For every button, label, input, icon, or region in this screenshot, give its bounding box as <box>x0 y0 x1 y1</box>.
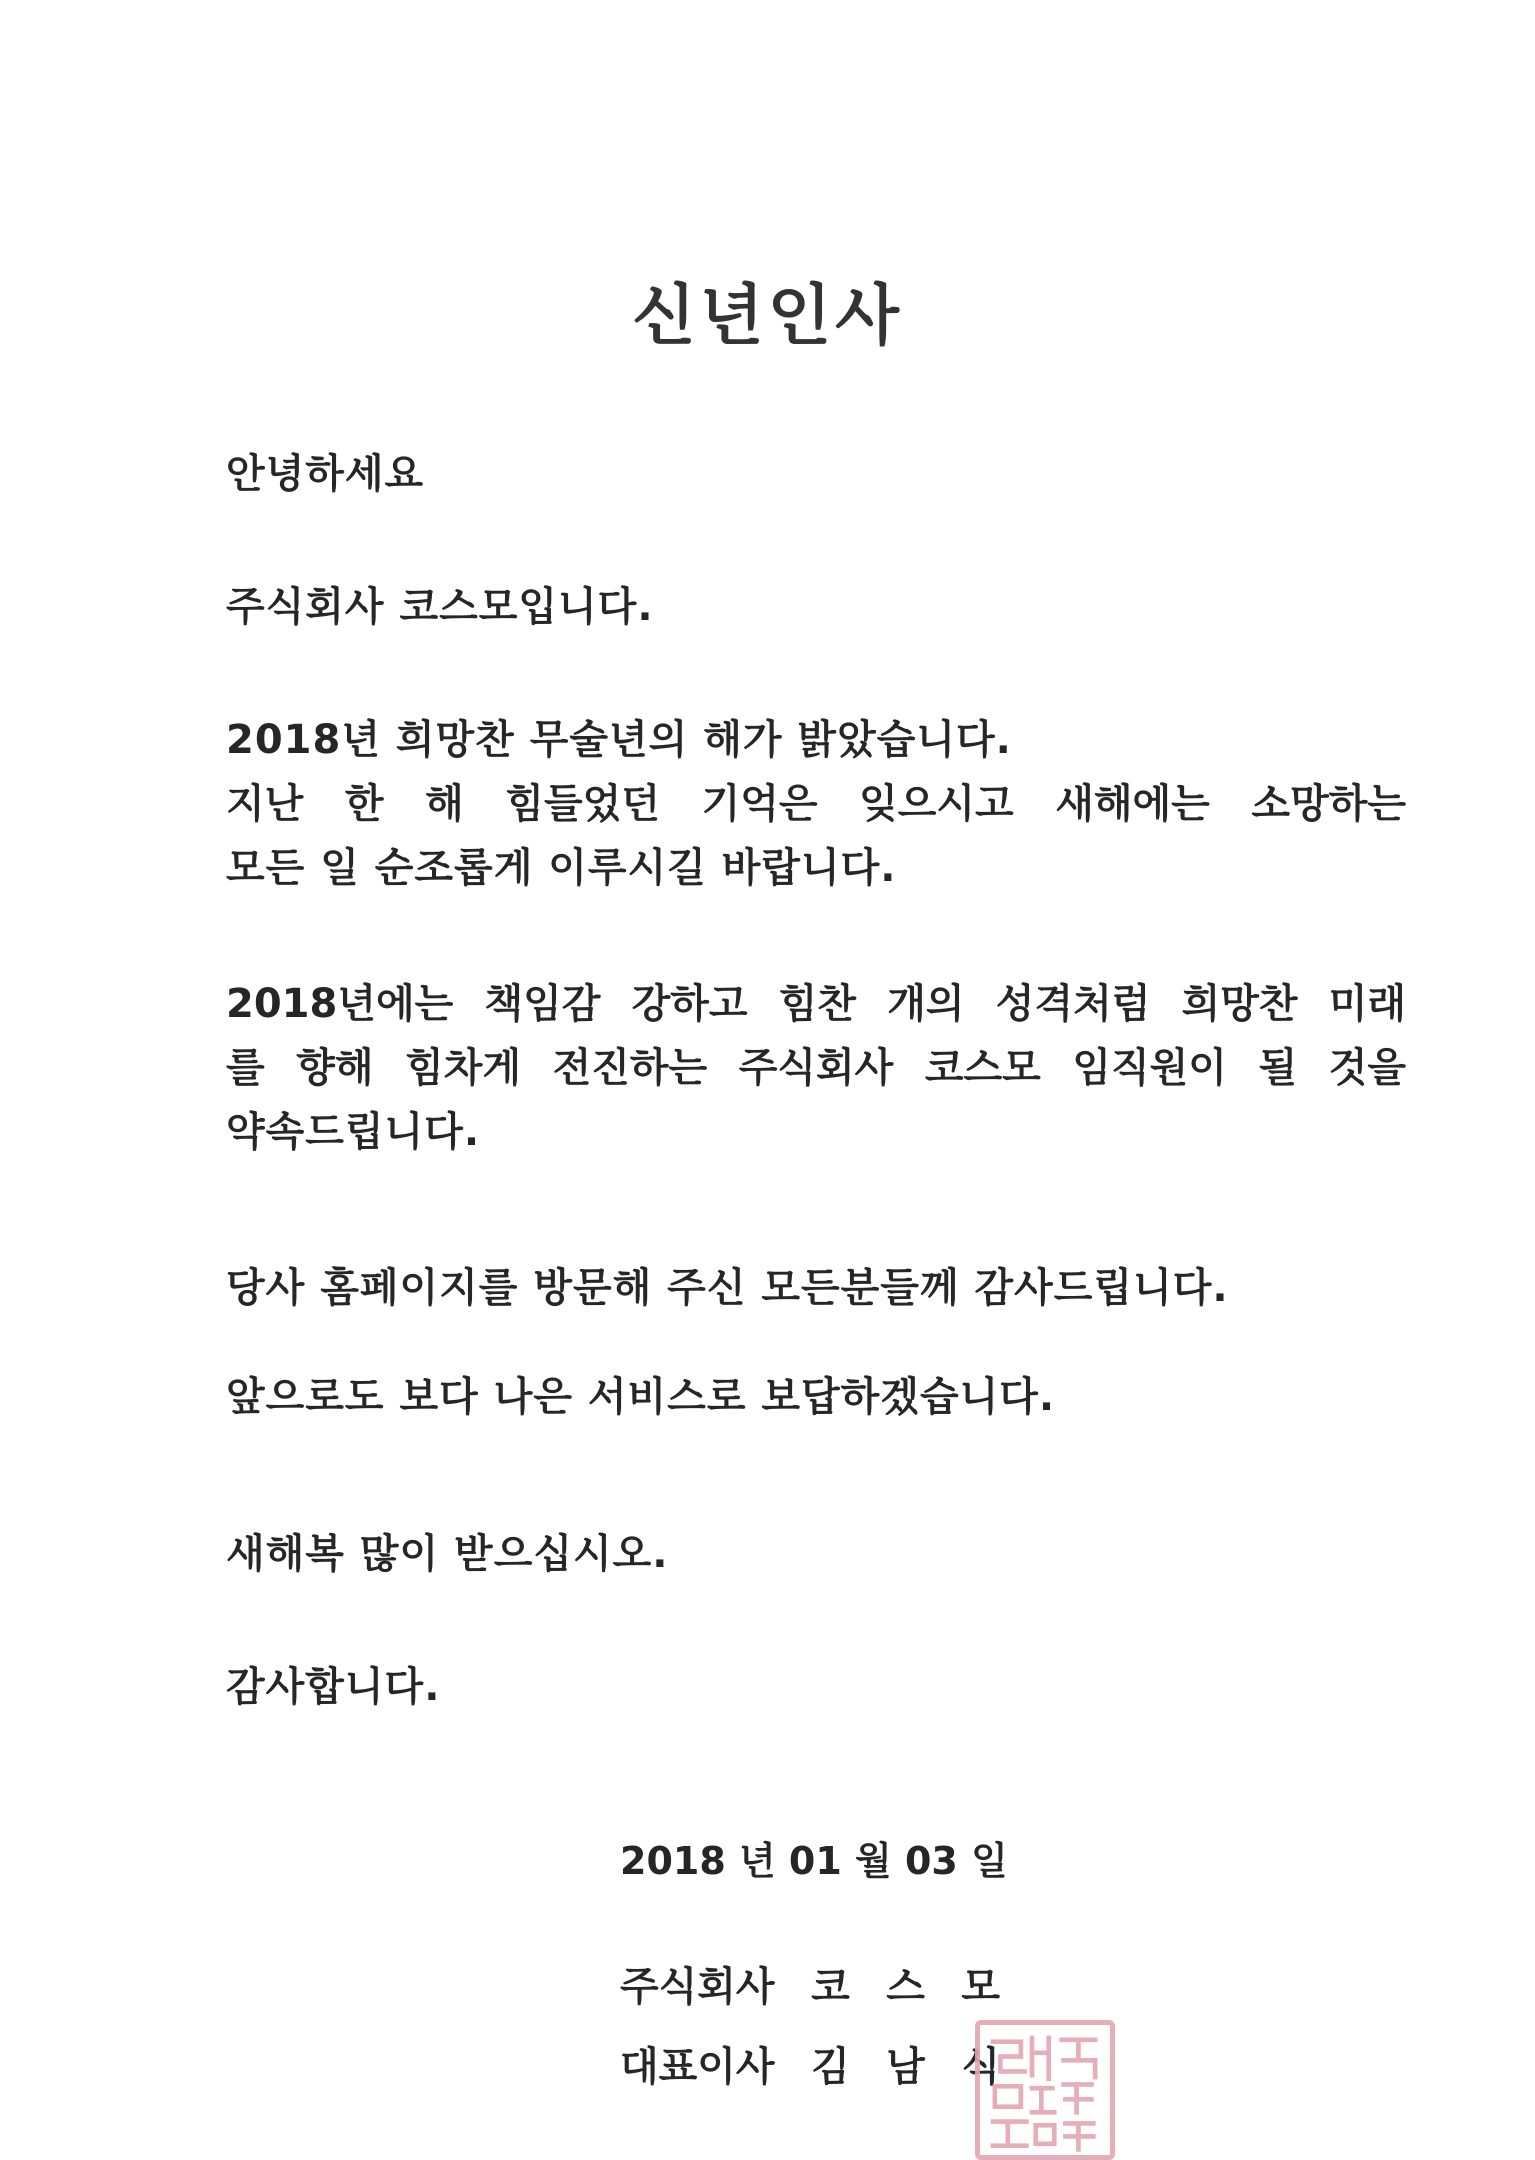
signature-representative: 대표이사 김 남 식 <box>620 2044 1000 2090</box>
closing-text: 감사합니다. <box>226 1664 441 1710</box>
intro-text: 주식회사 코스모입니다. <box>226 584 654 630</box>
paragraph-1-line-3: 모든 일 순조롭게 이루시길 바랍니다. <box>226 845 897 891</box>
document-title: 신년인사 <box>631 277 904 354</box>
greeting-text: 안녕하세요 <box>226 451 425 497</box>
document-date: 2018 년 01 월 03 일 <box>620 1839 1008 1883</box>
paragraph-2-line-2: 를 향해 힘차게 전진하는 주식회사 코스모 임직원이 될 것을 <box>226 1045 1406 1091</box>
signature-company: 주식회사 코 스 모 <box>620 1964 1000 2010</box>
company-seal-stamp <box>975 2020 1115 2160</box>
paragraph-2-line-1: 2018년에는 책임감 강하고 힘찬 개의 성격처럼 희망찬 미래 <box>226 981 1406 1027</box>
new-year-wish-text: 새해복 많이 받으십시오. <box>226 1531 669 1577</box>
promise-service-text: 앞으로도 보다 나은 서비스로 보답하겠습니다. <box>226 1374 1056 1420</box>
seal-pattern-icon <box>980 2025 1110 2155</box>
thanks-visit-text: 당사 홈페이지를 방문해 주신 모든분들께 감사드립니다. <box>226 1265 1229 1311</box>
paragraph-1-line-1: 2018년 희망찬 무술년의 해가 밝았습니다. <box>226 717 1012 763</box>
paragraph-1-line-2: 지난 한 해 힘들었던 기억은 잊으시고 새해에는 소망하는 <box>226 781 1406 827</box>
paragraph-2-line-3: 약속드립니다. <box>226 1109 481 1155</box>
